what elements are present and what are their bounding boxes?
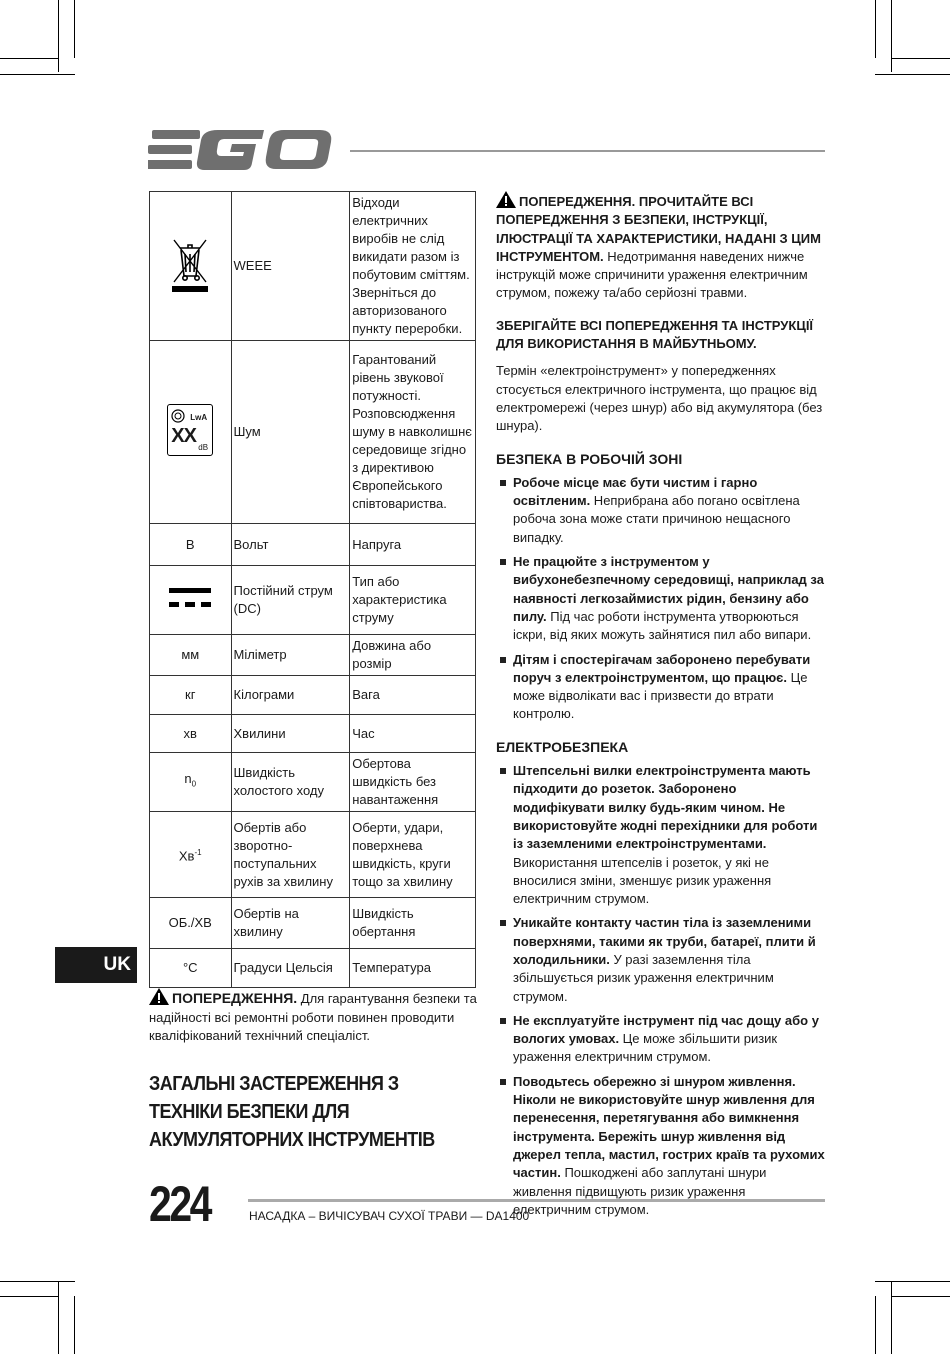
table-row [150, 949, 476, 988]
symbol-cell: В [150, 524, 232, 566]
symbol-name: Градуси Цельсія [231, 949, 350, 988]
symbol-cell: кг [150, 676, 232, 715]
list-item [496, 651, 826, 724]
sound-xx-label: XX [171, 424, 196, 447]
warning-lead: ПОПЕРЕДЖЕННЯ. [172, 990, 298, 1006]
crop-mark [0, 74, 75, 75]
symbol-text: Хв [178, 848, 195, 864]
crop-mark [58, 0, 59, 72]
sound-power-icon [167, 404, 213, 456]
item-text: Неприбрана або погано освітлена робоча зона може стати причиною нещасного випадку. [513, 493, 800, 545]
warning-text: Для гарантування безпеки та надійності всі ремонтні роботи повинен проводити кваліфікований технічний спеціаліст. [149, 991, 477, 1043]
ego-logo [148, 128, 333, 172]
header-rule [350, 150, 825, 152]
symbol-desc: Тип або характеристика струму [350, 566, 476, 635]
table-row [150, 192, 476, 341]
crop-mark [891, 58, 950, 59]
crop-mark [0, 1281, 75, 1282]
crop-mark [74, 0, 75, 58]
symbol-cell: ОБ./ХВ [150, 898, 232, 949]
speaker-icon [170, 408, 186, 424]
crop-mark [891, 1282, 892, 1354]
work-area-list [496, 474, 826, 724]
main-warning [496, 191, 826, 303]
symbol-text: n [184, 771, 192, 787]
symbol-name: Хвилини [231, 715, 350, 753]
symbol-name: Кілограми [231, 676, 350, 715]
table-row [150, 635, 476, 676]
symbol-desc: Оберти, удари, поверхнева швидкість, круги тощо за хвилину [350, 812, 476, 898]
symbol-name: Швидкість холостого ходу [231, 753, 350, 812]
crop-mark [891, 0, 892, 72]
item-bold: Штепсельні вилки електроінструмента мають підходити до розеток. Заборонено модифікувати вилку будь-яким чином. Не використовуйте жодні перехідники для роботи із заземленими електроінструментами. [513, 763, 818, 852]
page-number: 224 [149, 1176, 211, 1232]
crop-mark [891, 1296, 950, 1297]
list-item [496, 1073, 826, 1219]
crop-mark [875, 1281, 950, 1282]
symbol-desc: Довжина або розмір [350, 635, 476, 676]
table-row [150, 341, 476, 524]
symbol-cell [150, 753, 232, 812]
item-text: Використання штепселів і розеток, у які не вносилися зміни, зменшує ризик ураження електричним струмом. [513, 854, 772, 907]
symbol-name: Вольт [231, 524, 350, 566]
item-bold: Робоче місце має бути чистим і гарно освітленим. [513, 474, 758, 509]
symbol-desc: Час [350, 715, 476, 753]
item-text: Це може відволікати вас і призвести до втрати контролю. [513, 669, 808, 722]
left-warning [149, 988, 479, 1046]
symbol-name: Постійний струм (DC) [231, 566, 350, 635]
symbol-name: Міліметр [231, 635, 350, 676]
symbol-desc: Обертова швидкість без навантаження [350, 753, 476, 812]
language-tab: UK [55, 947, 137, 983]
symbol-cell: мм [150, 635, 232, 676]
crop-mark [0, 1296, 58, 1297]
symbol-cell: хв [150, 715, 232, 753]
symbol-desc: Відходи електричних виробів не слід викидати разом із побутовим сміттям. Зверніться до авторизованого пункту переробки. [350, 192, 476, 341]
work-area-heading: БЕЗПЕКА В РОБОЧІЙ ЗОНІ [496, 450, 683, 467]
symbol-name: WEEE [231, 192, 350, 341]
list-item [496, 762, 826, 908]
section-heading: ЗАГАЛЬНІ ЗАСТЕРЕЖЕННЯ З ТЕХНІКИ БЕЗПЕКИ ДЛЯ АКУМУЛЯТОРНИХ ІНСТРУМЕНТІВ [149, 1073, 435, 1151]
symbol-cell [150, 812, 232, 898]
item-bold: Поводьтесь обережно зі шнуром живлення. Ніколи не використовуйте шнур живлення для перенесення, перетягування або вимкнення інструмента. Бережіть шнур живлення від джерел тепла, мастил, гострих країв та рухомих частин. [513, 1073, 825, 1181]
symbol-desc: Напруга [350, 524, 476, 566]
footer-title: НАСАДКА – ВИЧІСУВАЧ СУХОЇ ТРАВИ — DA1400 [249, 1209, 530, 1223]
symbol-desc: Температура [350, 949, 476, 988]
list-item [496, 474, 826, 547]
table-row [150, 812, 476, 898]
table-row [150, 524, 476, 566]
symbol-superscript: -1 [194, 847, 202, 857]
table-row [150, 715, 476, 753]
table-row [150, 898, 476, 949]
electrical-list [496, 762, 826, 1219]
save-instructions [496, 317, 826, 354]
main-warning-lead: ПОПЕРЕДЖЕННЯ. ПРОЧИТАЙТЕ ВСІ ПОПЕРЕДЖЕННЯ З БЕЗПЕКИ, ІНСТРУКЦІЇ, ІЛЮСТРАЦІЇ ТА ХАРАКТЕРИСТИКИ, НАДАНІ З ЦИМ ІНСТРУМЕНТОМ. [496, 194, 821, 264]
symbol-cell: °C [150, 949, 232, 988]
crop-mark [74, 1296, 75, 1354]
main-warning-text: Недотримання наведених нижче інструкцій може спричинити ураження електричним струмом, пожежу та/або серйозні травми. [496, 248, 808, 301]
symbol-desc: Швидкість обертання [350, 898, 476, 949]
symbol-name: Шум [231, 341, 350, 524]
term-definition: Термін «електроінструмент» у попередженнях стосується електричного інструмента, що працює від електромережі (через шнур) або від акумулятора (без шнура). [496, 363, 823, 434]
table-row [150, 753, 476, 812]
weee-bin-icon [170, 236, 210, 292]
symbol-cell [150, 192, 232, 341]
table-row [150, 566, 476, 635]
sound-sub-label: LwA [190, 412, 208, 422]
crop-mark [58, 1282, 59, 1354]
symbol-table [149, 191, 476, 988]
right-column [496, 191, 826, 1225]
crop-mark [875, 0, 876, 58]
symbol-name: Обертів на хвилину [231, 898, 350, 949]
item-bold: Не експлуатуйте інструмент під час дощу або у вологих умовах. [513, 1012, 819, 1047]
symbol-name: Обертів або зворотно-поступальних рухів за хвилину [231, 812, 350, 898]
table-row [150, 676, 476, 715]
list-item [496, 1012, 826, 1067]
symbol-cell [150, 341, 232, 524]
item-text: Під час роботи інструмента утворюються іскри, від яких можуть зайнятися пил або випари. [513, 608, 812, 643]
electrical-heading: ЕЛЕКТРОБЕЗПЕКА [496, 738, 629, 755]
crop-mark [0, 58, 58, 59]
warning-icon [149, 988, 169, 1005]
item-bold: Уникайте контакту частин тіла із заземленими поверхнями, такими як труби, батареї, плити й холодильники. [513, 915, 816, 967]
symbol-desc: Вага [350, 676, 476, 715]
item-bold: Не працюйте з інструментом у вибухонебезпечному середовищі, наприклад за наявності легкозаймистих рідин, бензину або пилу. [513, 554, 824, 624]
list-item [496, 553, 826, 644]
save-instructions-text: ЗБЕРІГАЙТЕ ВСІ ПОПЕРЕДЖЕННЯ ТА ІНСТРУКЦІЇ ДЛЯ ВИКОРИСТАННЯ В МАЙБУТНЬОМУ. [496, 317, 814, 352]
crop-mark [875, 1296, 876, 1354]
item-text: У разі заземлення тіла збільшується ризик ураження електричним струмом. [513, 951, 774, 1004]
sound-unit-label: dB [198, 442, 209, 452]
item-text: Пошкоджені або заплутані шнури живлення підвищують ризик ураження електричним струмом. [513, 1165, 767, 1217]
crop-mark [875, 74, 950, 75]
symbol-cell [150, 566, 232, 635]
item-bold: Дітям і спостерігачам заборонено перебувати поруч з електроінструментом, що працює. [513, 651, 811, 685]
symbol-desc: Гарантований рівень звукової потужності. Розповсюдження шуму в навколишнє середовище згідно з директивою Європейського співтовариства. [350, 341, 476, 524]
direct-current-icon [168, 586, 212, 610]
symbol-subscript: 0 [191, 779, 197, 789]
warning-icon [496, 191, 516, 208]
list-item [496, 914, 826, 1005]
item-text: Це може збільшити ризик ураження електричним струмом. [513, 1031, 778, 1065]
